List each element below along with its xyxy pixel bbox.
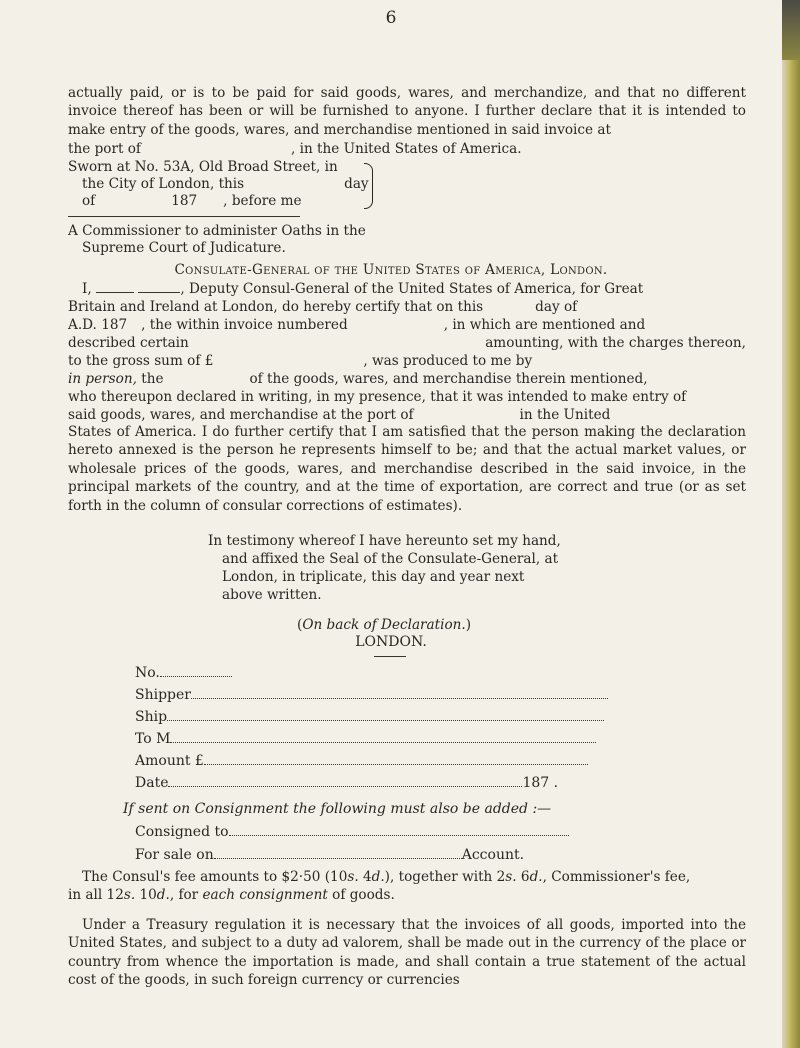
page-number: 6: [385, 8, 397, 28]
testimony-line-4: above written.: [222, 587, 322, 603]
port-line: [68, 140, 522, 158]
form-no-label: No.: [135, 665, 160, 681]
london-heading: LONDON.: [355, 634, 427, 650]
signature-rule: [68, 216, 300, 217]
port-of-label: the port of: [68, 141, 141, 157]
cert-line-4: [68, 334, 746, 352]
sworn-before-text: , before me: [223, 193, 302, 209]
form-no-row: [135, 664, 232, 681]
sworn-day-text: day: [344, 176, 369, 192]
form-no-field: [160, 664, 232, 677]
consigned-to-row: [135, 823, 569, 840]
port-of-tail: , in the United States of America.: [290, 141, 522, 157]
cert-dayof-text: day of: [535, 299, 578, 315]
form-shipper-label: Shipper: [135, 687, 191, 703]
consigned-to-label: Consigned to: [135, 824, 229, 840]
for-sale-row: [135, 846, 524, 863]
cert-goods-text: of the goods, wares, and merchandise therein mentioned,: [249, 371, 648, 387]
cert-in-person-text: in person,: [68, 371, 137, 387]
fee-line-1: [82, 868, 690, 886]
fee-l: 10: [135, 887, 157, 903]
fee-k: s.: [123, 887, 136, 903]
commissioner-line-1: A Commissioner to administer Oaths in the: [68, 223, 366, 239]
back-paren-close: ): [465, 617, 472, 633]
cert-united-text: in the United: [519, 407, 611, 423]
form-to-field: [170, 730, 596, 743]
name-blank-2: [138, 280, 180, 293]
cert-invoice-text: , the within invoice numbered: [141, 317, 348, 333]
fee-p: of goods.: [332, 887, 395, 903]
sworn-year-text: 187: [171, 193, 198, 209]
consignment-heading: [123, 800, 551, 818]
cert-described-text: described certain: [68, 335, 189, 351]
sworn-line-1: Sworn at No. 53A, Old Broad Street, in: [68, 159, 338, 175]
form-amount-row: [135, 752, 588, 769]
fee-o: each consignment: [202, 887, 328, 903]
form-shipper-row: [135, 686, 608, 703]
cert-line-8: [68, 406, 610, 424]
cert-line-5: [68, 352, 532, 370]
fee-e: ), together with 2: [384, 869, 506, 885]
cert-line-1: [82, 280, 643, 298]
for-sale-label: For sale on: [135, 847, 214, 863]
back-title: On back of Declaration.: [302, 617, 466, 633]
cert-i-text: I,: [82, 281, 92, 297]
fee-g: 6: [516, 869, 530, 885]
testimony-line-2: and affixed the Seal of the Consulate-General, at: [222, 551, 559, 567]
fee-b: s.: [347, 869, 359, 885]
consignment-heading-text: If sent on Consignment the following must also be added :—: [123, 801, 552, 817]
short-rule: [374, 656, 406, 657]
fee-m: d.: [156, 887, 170, 903]
cert-port-text: said goods, wares, and merchandise at the port of: [68, 407, 414, 423]
cert-amounting-text: amounting, with the charges thereon,: [485, 335, 746, 351]
sworn-line-2: [82, 175, 369, 193]
cert-britain-text: Britain and Ireland at London, do hereby certify that on this: [68, 299, 484, 315]
back-paren-open: (: [297, 617, 303, 633]
form-to-label: To M: [135, 731, 171, 747]
commissioner-line-2: Supreme Court of Judicature.: [82, 240, 286, 256]
cert-remainder: States of America. I do further certify that I am satisfied that the person making the declaration hereto annexed is the person he represents himself to be; and that the actual market values, or wholesale prices of the goods, wares, and merchandise described in the said invoice, in the principal markets of the country, and at the time of exportation, are correct and true (or as set forth in the column of consular corrections of estimates).: [68, 424, 746, 514]
fee-d: d.: [371, 869, 385, 885]
cert-mentioned-text: , in which are mentioned and: [443, 317, 646, 333]
fee-n: , for: [169, 887, 199, 903]
right-brace: [364, 163, 373, 209]
account-label: Account.: [461, 847, 525, 863]
form-amount-label: Amount £: [135, 753, 204, 769]
fee-a: The Consul's fee amounts to $2·50 (10: [82, 869, 348, 885]
form-date-row: [135, 774, 558, 791]
cert-line-6: [68, 370, 648, 388]
cert-deputy-text: , Deputy Consul-General of the United States of America, for Great: [180, 281, 644, 297]
cert-line-3: [68, 316, 645, 334]
cert-line-7: who thereupon declared in writing, in my presence, that it was intended to make entry of: [68, 389, 687, 405]
testimony-line-3: London, in triplicate, this day and year next: [222, 569, 525, 585]
form-ship-row: [135, 708, 604, 725]
form-amount-field: [204, 752, 588, 765]
back-heading: [297, 616, 471, 634]
form-date-label: Date: [135, 775, 169, 791]
cert-produced-text: , was produced to me by: [363, 353, 533, 369]
name-blank-1: [96, 280, 134, 293]
fee-f: s.: [505, 869, 517, 885]
form-date-year: 187 .: [522, 775, 559, 791]
consigned-to-field: [229, 823, 569, 836]
cert-the-text: the: [141, 371, 164, 387]
page-edge: [782, 0, 800, 1048]
testimony-line-1: In testimony whereof I have hereunto set my hand,: [208, 533, 561, 549]
fee-j: in all 12: [68, 887, 124, 903]
page-edge-shadow: [782, 0, 800, 60]
form-ship-label: Ship: [135, 709, 168, 725]
fee-i: , Commissioner's fee,: [542, 869, 691, 885]
cert-line-2: [68, 298, 577, 316]
form-ship-field: [167, 708, 604, 721]
cert-ad-text: A.D. 187: [68, 317, 128, 333]
cert-gross-text: to the gross sum of £: [68, 353, 214, 369]
fee-line-2: [68, 886, 395, 904]
form-shipper-field: [191, 686, 608, 699]
sworn-of-text: of: [82, 193, 96, 209]
sworn-city-text: the City of London, this: [82, 176, 245, 192]
consulate-heading: Consulate-General of the United States of America, London.: [174, 262, 608, 278]
fee-h: d.: [529, 869, 543, 885]
fee-c: 4: [358, 869, 372, 885]
form-date-field: [168, 774, 522, 787]
treasury-paragraph: Under a Treasury regulation it is necessary that the invoices of all goods, imported into the United States, and subject to a duty ad valorem, shall be made out in the currency of the place or country from whence the importation is made, and shall contain a true statement of the actual cost of the goods, in such foreign currency or currencies: [68, 917, 746, 989]
sworn-line-3: [82, 192, 302, 210]
opening-paragraph: actually paid, or is to be paid for said goods, wares, and merchandize, and that no different invoice thereof has been or will be furnished to anyone. I further declare that it is intended to make entry of the goods, wares, and merchandise mentioned in said invoice at: [68, 85, 746, 138]
for-sale-field: [214, 846, 462, 859]
form-to-row: [135, 730, 596, 747]
